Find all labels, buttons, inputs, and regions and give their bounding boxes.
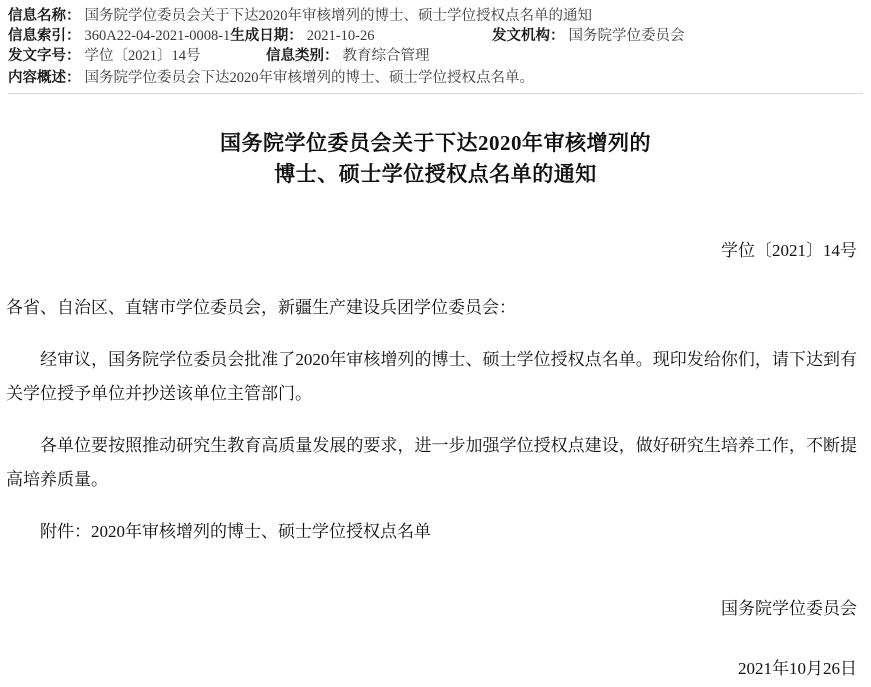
- metadata-label-index: 信息索引：: [8, 28, 81, 44]
- metadata-label-category: 信息类别：: [266, 48, 339, 64]
- metadata-value-name: 国务院学位委员会关于下达2020年审核增列的博士、硕士学位授权点名单的通知: [84, 8, 592, 24]
- body-paragraph-1: 经审议，国务院学位委员会批准了2020年审核增列的博士、硕士学位授权点名单。现印发给你们，请下达到有关学位授予单位并抄送该单位主管部门。: [6, 350, 857, 403]
- metadata-value-created: 2021-10-26: [306, 28, 375, 44]
- metadata-cell-category: [266, 46, 430, 66]
- document-number: 学位〔2021〕14号: [721, 241, 857, 260]
- metadata-divider: [8, 93, 863, 94]
- metadata-value-docnum: 学位〔2021〕14号: [84, 48, 201, 64]
- page-title-line-2: 博士、硕士学位授权点名单的通知: [274, 162, 597, 186]
- metadata-label-created: 生成日期：: [230, 28, 303, 44]
- page-title: [0, 128, 871, 190]
- document-body: [0, 291, 871, 549]
- metadata-row-name: [8, 6, 863, 26]
- metadata-label-docnum: 发文字号：: [8, 48, 81, 64]
- metadata-row-summary: [8, 66, 863, 88]
- metadata-label-issuer: 发文机构：: [492, 28, 565, 44]
- metadata-value-issuer: 国务院学位委员会: [568, 28, 685, 44]
- body-attachment: 附件：2020年审核增列的博士、硕士学位授权点名单: [40, 522, 431, 541]
- metadata-label-summary: 内容概述：: [8, 70, 81, 86]
- metadata-value-category: 教育综合管理: [342, 48, 430, 64]
- metadata-label-name: 信息名称：: [8, 8, 81, 24]
- document-metadata: [0, 0, 871, 94]
- signature-date: 2021年10月26日: [738, 659, 857, 678]
- signature-signer: 国务院学位委员会: [721, 599, 857, 618]
- body-salutation: 各省、自治区、直辖市学位委员会，新疆生产建设兵团学位委员会：: [6, 298, 516, 317]
- metadata-value-summary: 国务院学位委员会下达2020年审核增列的博士、硕士学位授权点名单。: [84, 70, 534, 86]
- document-signature: [0, 591, 871, 687]
- metadata-value-index: 360A22-04-2021-0008-1: [84, 28, 231, 44]
- metadata-cell-issuer: [492, 26, 685, 46]
- metadata-row-index: [8, 26, 863, 46]
- body-paragraph-2: 各单位要按照推动研究生教育高质量发展的要求，进一步加强学位授权点建设，做好研究生培养工作，不断提高培养质量。: [6, 436, 857, 489]
- metadata-cell-index: [8, 26, 416, 46]
- page-title-line-1: 国务院学位委员会关于下达2020年审核增列的: [220, 131, 651, 155]
- metadata-row-docnum: [8, 46, 863, 66]
- metadata-cell-docnum: [8, 46, 266, 66]
